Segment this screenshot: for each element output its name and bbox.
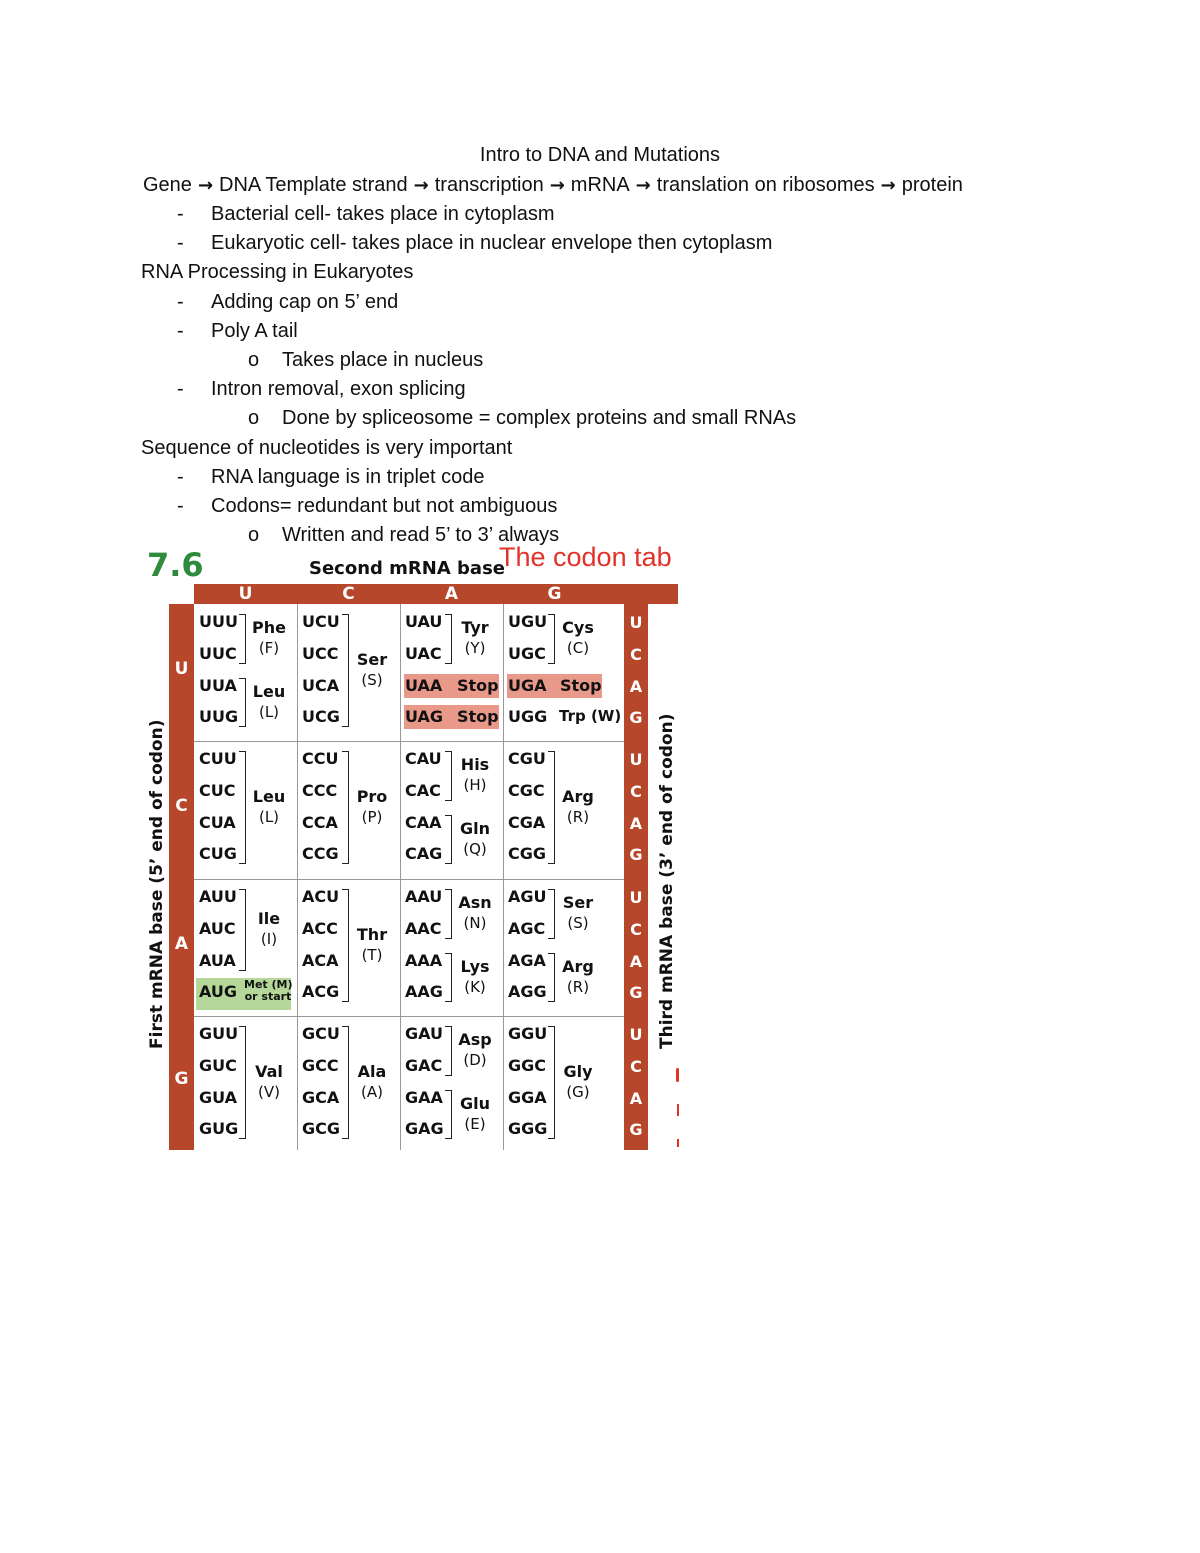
page-title: Intro to DNA and Mutations — [479, 144, 721, 166]
codon: CAG — [405, 844, 443, 864]
codon: CAU — [405, 749, 442, 768]
flow-step: protein — [901, 174, 963, 196]
outline-item: Codons= redundant but not ambiguous — [211, 495, 558, 517]
stop-label: Stop — [457, 675, 499, 695]
bracket — [548, 953, 555, 1003]
codon: AUG — [199, 982, 238, 1002]
codon: AAU — [405, 887, 443, 906]
bracket — [239, 614, 246, 664]
second-base-header-bar — [194, 584, 678, 604]
codon: CCG — [302, 844, 339, 864]
amino-acid-code: (L) — [258, 807, 280, 826]
third-base-C: C — [630, 919, 642, 939]
first-base-A: A — [174, 933, 189, 954]
first-base-bar — [169, 604, 194, 1150]
codon: CGC — [508, 780, 545, 800]
codon: CUA — [199, 812, 236, 832]
codon-table-figure — [140, 544, 685, 1150]
third-base-A: A — [629, 676, 643, 696]
cropped-mark — [677, 1104, 679, 1116]
dash-bullet: - — [177, 378, 184, 400]
codon: CAA — [405, 812, 442, 832]
bracket — [445, 889, 452, 939]
codon: UAU — [405, 612, 443, 631]
third-base-U: U — [629, 750, 643, 769]
codon: UCA — [302, 675, 340, 695]
bracket — [445, 614, 452, 664]
amino-acid: Leu — [252, 786, 286, 806]
column-divider — [297, 604, 298, 1150]
first-base-U: U — [174, 658, 189, 679]
codon: GUU — [199, 1024, 239, 1043]
outline-item: Intron removal, exon splicing — [211, 378, 466, 400]
outline-heading: RNA Processing in Eukaryotes — [141, 261, 414, 283]
codon: UUA — [199, 675, 237, 695]
third-base-G: G — [629, 983, 643, 1003]
amino-acid: Asp — [458, 1029, 492, 1049]
bracket — [239, 751, 246, 864]
cropped-mark — [676, 1068, 679, 1082]
amino-acid-code: (Y) — [464, 638, 486, 657]
codon: UCU — [302, 612, 340, 631]
second-base-G: G — [547, 584, 562, 604]
amino-acid: Gln — [459, 818, 490, 838]
codon: GAG — [405, 1119, 444, 1139]
outline-subitem: Written and read 5’ to 3’ always — [282, 524, 560, 546]
amino-acid-code: (T) — [361, 945, 383, 964]
amino-acid-code: (L) — [258, 702, 280, 721]
third-base-bar — [624, 604, 648, 1150]
amino-acid: Ser — [356, 649, 388, 669]
codon: UAC — [405, 643, 442, 663]
codon: AAG — [405, 982, 443, 1002]
first-base-label: First mRNA base (5’ end of codon) — [147, 719, 167, 1049]
bracket — [342, 1026, 349, 1139]
codon: GUC — [199, 1055, 237, 1075]
codon: UGC — [508, 643, 546, 663]
amino-acid-code: (R) — [566, 807, 590, 826]
amino-acid-code: (R) — [566, 977, 590, 996]
third-base-A: A — [629, 951, 643, 971]
figure-number: 7.6 — [147, 546, 204, 584]
column-divider — [400, 604, 401, 1150]
flow-step: translation on ribosomes — [656, 174, 875, 196]
start-amino-acid: Met (M) — [244, 978, 293, 992]
amino-acid-code: (I) — [260, 929, 278, 948]
bracket — [445, 953, 452, 1003]
outline-heading: Sequence of nucleotides is very important — [141, 437, 513, 459]
codon: CCC — [302, 780, 338, 800]
outline-subitem: Done by spliceosome = complex proteins and small RNAs — [282, 407, 797, 429]
amino-acid: Arg — [562, 786, 594, 806]
amino-acid-code: (V) — [258, 1082, 280, 1101]
dash-bullet: - — [177, 291, 184, 313]
codon: UAG — [405, 707, 444, 727]
codon: CCA — [302, 812, 338, 832]
third-base-G: G — [629, 1120, 643, 1140]
circle-bullet: o — [248, 349, 260, 371]
amino-acid-code: (S) — [567, 913, 589, 932]
amino-acid-code: (P) — [361, 807, 383, 826]
codon: UCC — [302, 643, 339, 663]
stop-label: Stop — [560, 675, 602, 695]
third-base-G: G — [629, 845, 643, 865]
third-base-C: C — [630, 781, 642, 801]
codon: GCU — [302, 1024, 340, 1043]
column-divider — [503, 604, 504, 1150]
amino-acid: Val — [255, 1061, 283, 1081]
codon: AGA — [508, 950, 546, 970]
third-base-G: G — [629, 708, 643, 728]
third-base-U: U — [629, 613, 643, 632]
figure-caption: The codon tab — [499, 542, 672, 572]
start-note: or start — [244, 990, 292, 1004]
bracket — [342, 614, 349, 727]
codon: ACC — [302, 918, 338, 938]
arrow-icon: → — [549, 175, 565, 196]
gene-expression-flow — [143, 174, 963, 197]
codon: GAU — [405, 1024, 444, 1043]
codon: AUC — [199, 918, 236, 938]
amino-acid: Gly — [563, 1061, 593, 1081]
first-base-C: C — [175, 796, 188, 816]
stop-label: Stop — [457, 707, 499, 727]
codon: UUU — [199, 612, 238, 631]
codon: GCG — [302, 1119, 341, 1139]
amino-acid: Asn — [458, 892, 492, 912]
row-divider — [194, 879, 624, 880]
bracket — [548, 1026, 555, 1139]
arrow-icon: → — [413, 175, 429, 196]
arrow-icon: → — [197, 175, 214, 196]
amino-acid: Ser — [562, 892, 594, 912]
bracket — [239, 889, 246, 971]
third-base-U: U — [629, 1025, 643, 1044]
bracket — [342, 751, 349, 864]
codon: UAA — [405, 675, 443, 695]
codon: ACU — [302, 887, 340, 906]
amino-acid: Leu — [252, 681, 286, 701]
third-base-A: A — [629, 1088, 643, 1108]
outline-item: Eukaryotic cell- takes place in nuclear envelope then cytoplasm — [211, 232, 773, 254]
dash-bullet: - — [177, 466, 184, 488]
outline-item: Bacterial cell- takes place in cytoplasm — [211, 203, 555, 225]
amino-acid-code: (D) — [463, 1050, 487, 1069]
circle-bullet: o — [248, 407, 260, 429]
amino-acid-code: (K) — [464, 977, 486, 996]
amino-acid-single: Trp (W) — [559, 707, 622, 726]
bracket — [548, 614, 555, 664]
codon: ACA — [302, 950, 339, 970]
arrow-icon: → — [880, 175, 896, 196]
arrow-icon: → — [635, 175, 651, 196]
flow-step: DNA Template strand — [219, 174, 408, 196]
codon: GUG — [199, 1119, 239, 1139]
flow-step: mRNA — [570, 174, 630, 196]
amino-acid-code: (E) — [464, 1114, 486, 1133]
codon: AAC — [405, 918, 442, 938]
row-divider — [194, 1016, 624, 1017]
codon: CGU — [508, 749, 546, 768]
row-divider — [194, 741, 624, 742]
bracket — [239, 678, 246, 728]
bracket — [239, 1026, 246, 1139]
codon: CGG — [508, 844, 547, 864]
amino-acid: Thr — [356, 924, 388, 944]
second-base-heading: Second mRNA base — [309, 558, 506, 579]
codon: AGC — [508, 918, 546, 938]
amino-acid-code: (S) — [361, 670, 383, 689]
outline-subitem: Takes place in nucleus — [282, 349, 484, 371]
dash-bullet: - — [177, 232, 184, 254]
codon: GGU — [508, 1024, 548, 1043]
codon: CGA — [508, 812, 546, 832]
dash-bullet: - — [177, 320, 184, 342]
amino-acid: Ala — [357, 1061, 387, 1081]
codon: GUA — [199, 1087, 238, 1107]
bracket — [445, 1026, 452, 1076]
circle-bullet: o — [248, 524, 260, 546]
amino-acid: His — [460, 754, 490, 774]
codon: UGG — [508, 707, 548, 727]
codon: AUU — [199, 887, 237, 906]
third-base-label: Third mRNA base (3’ end of codon) — [657, 713, 677, 1049]
codon: GCA — [302, 1087, 340, 1107]
amino-acid: Arg — [562, 956, 594, 976]
amino-acid-code: (C) — [566, 638, 590, 657]
codon: CUU — [199, 749, 237, 768]
first-base-G: G — [174, 1069, 189, 1089]
codon: CUC — [199, 780, 236, 800]
codon: GGC — [508, 1055, 547, 1075]
outline-item: Poly A tail — [211, 320, 298, 342]
outline-item: RNA language is in triplet code — [211, 466, 485, 488]
amino-acid: Glu — [459, 1093, 490, 1113]
amino-acid-code: (G) — [566, 1082, 590, 1101]
amino-acid-code: (H) — [463, 775, 487, 794]
second-base-A: A — [444, 584, 459, 604]
dash-bullet: - — [177, 495, 184, 517]
codon: GCC — [302, 1055, 339, 1075]
amino-acid: Phe — [252, 617, 286, 637]
codon: AGG — [508, 982, 547, 1002]
codon: UGA — [508, 675, 547, 695]
codon: UUC — [199, 643, 237, 663]
second-base-U: U — [238, 584, 253, 604]
bracket — [445, 815, 452, 865]
codon: GAA — [405, 1087, 443, 1107]
codon: UUG — [199, 707, 239, 727]
third-base-A: A — [629, 813, 643, 833]
bracket — [342, 889, 349, 1002]
codon: UCG — [302, 707, 340, 727]
amino-acid: Pro — [356, 786, 388, 806]
third-base-U: U — [629, 888, 643, 907]
amino-acid-code: (Q) — [463, 839, 487, 858]
bracket — [548, 751, 555, 864]
flow-step: transcription — [434, 174, 544, 196]
bracket — [445, 1090, 452, 1140]
codon: AAA — [405, 950, 443, 970]
codon: CCU — [302, 749, 339, 768]
dash-bullet: - — [177, 203, 184, 225]
codon: CAC — [405, 780, 441, 800]
amino-acid: Tyr — [461, 617, 489, 637]
codon: UGU — [508, 612, 548, 631]
codon: ACG — [302, 982, 340, 1002]
amino-acid-code: (A) — [361, 1082, 383, 1101]
codon: GGG — [508, 1119, 548, 1139]
codon: GGA — [508, 1087, 547, 1107]
codon: CUG — [199, 844, 237, 864]
bracket — [445, 751, 452, 801]
codon: AGU — [508, 887, 547, 906]
outline-item: Adding cap on 5’ end — [211, 291, 399, 313]
flow-step: Gene — [143, 174, 192, 196]
second-base-C: C — [342, 584, 355, 604]
amino-acid: Cys — [562, 617, 594, 637]
amino-acid-code: (N) — [463, 913, 487, 932]
amino-acid-code: (F) — [258, 638, 280, 657]
amino-acid: Lys — [460, 956, 490, 976]
amino-acid: Ile — [257, 908, 281, 928]
bracket — [548, 889, 555, 939]
cropped-mark — [677, 1139, 679, 1147]
codon: AUA — [199, 950, 236, 970]
third-base-C: C — [630, 644, 642, 664]
third-base-C: C — [630, 1056, 642, 1076]
codon: GAC — [405, 1055, 443, 1075]
